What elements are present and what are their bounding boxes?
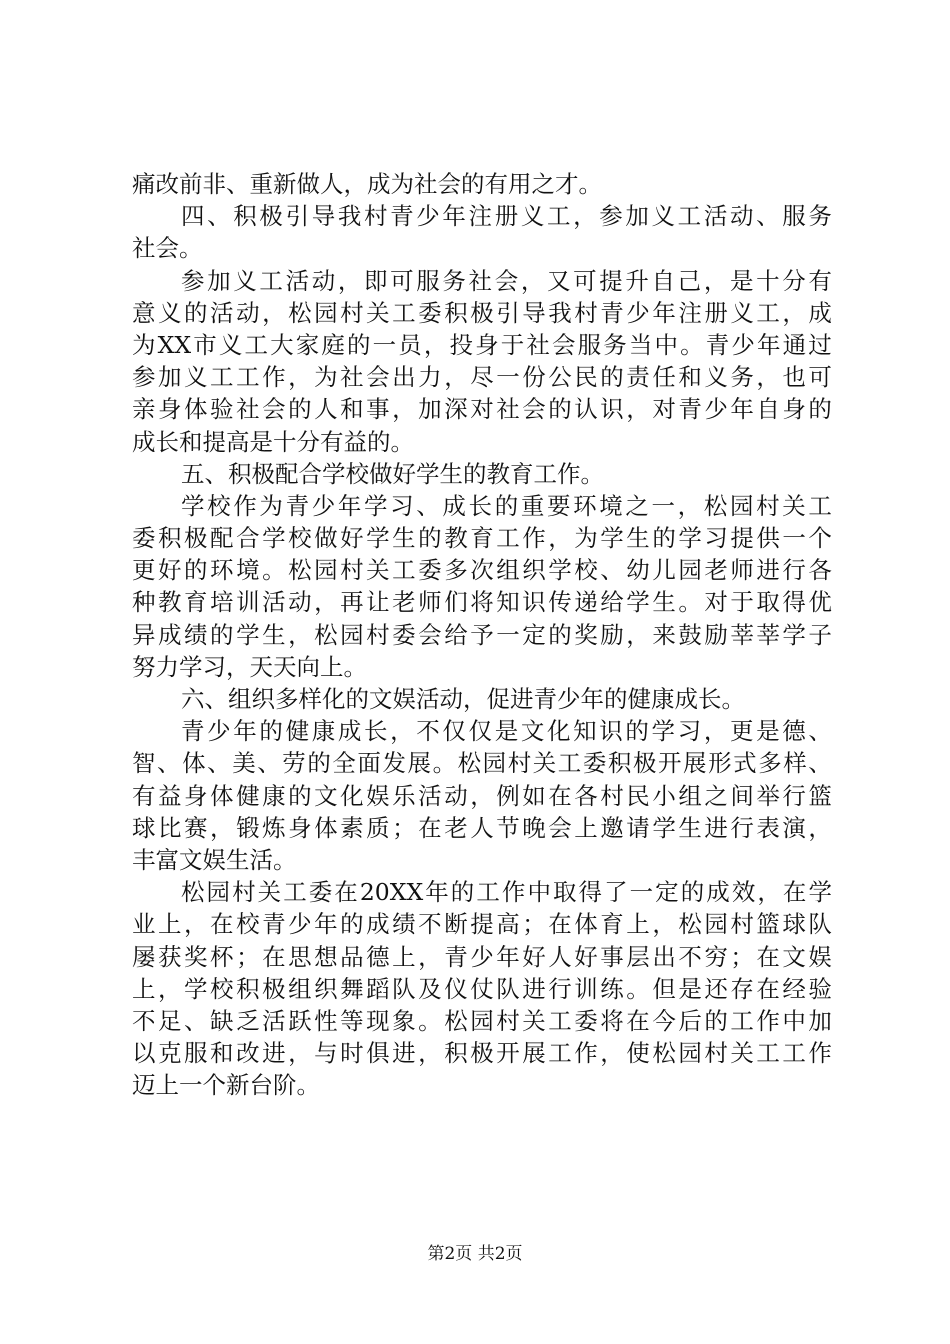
text-line: 松 园 村 关 工 委 在 20XX 年 的 工 作 中 取 得 了 一 定 的 成 效 ， 在 学 bbox=[181, 878, 832, 907]
text-line: 意 义 的 活 动 ， 松 园 村 关 工 委 积 极 引 导 我 村 青 少 年 注 册 义 工 ， 成 bbox=[132, 298, 832, 327]
text-line: 努力学习，天天向上。 bbox=[132, 652, 367, 681]
text-line: 青 少 年 的 健 康 成 长 ， 不 仅 仅 是 文 化 知 识 的 学 习 ， 更 是 德 、 bbox=[181, 717, 832, 746]
text-line: 为 XX 市 义 工 大 家 庭 的 一 员 ， 投 身 于 社 会 服 务 当 中 。 青 少 年 通 过 bbox=[132, 330, 832, 359]
text-line: 以 克 服 和 改 进 ， 与 时 俱 进 ， 积 极 开 展 工 作 ， 使 松 园 村 关 工 工 作 bbox=[132, 1039, 832, 1068]
text-line: 参 加 义 工 工 作 ， 为 社 会 出 力 ， 尽 一 份 公 民 的 责 任 和 义 务 ， 也 可 bbox=[132, 363, 832, 392]
text-line: 六、组织多样化的文娱活动，促进青少年的健康成长。 bbox=[181, 685, 745, 713]
text-line: 种 教 育 培 训 活 动 ， 再 让 老 师 们 将 知 识 传 递 给 学 生 。 对 于 取 得 优 bbox=[132, 588, 832, 617]
text-line: 五、积极配合学校做好学生的教育工作。 bbox=[181, 459, 604, 488]
text-line: 屡 获 奖 杯 ； 在 思 想 品 德 上 ， 青 少 年 好 人 好 事 层 出 不 穷 ； 在 文 娱 bbox=[132, 942, 832, 971]
text-line: 亲 身 体 验 社 会 的 人 和 事 ， 加 深 对 社 会 的 认 识 ， 对 青 少 年 自 身 的 bbox=[132, 395, 832, 424]
text-line: 智 、 体 、 美 、 劳 的 全 面 发 展 。 松 园 村 关 工 委 积 极 开 展 形 式 多 样 、 bbox=[132, 749, 832, 778]
text-line: 更 好 的 环 境 。 松 园 村 关 工 委 多 次 组 织 学 校 、 幼 儿 园 老 师 进 行 各 bbox=[132, 556, 832, 585]
text-line: 上 ， 学 校 积 极 组 织 舞 蹈 队 及 仪 仗 队 进 行 训 练 。 但 是 还 存 在 经 验 bbox=[132, 974, 832, 1003]
text-line: 痛改前非、重新做人，成为社会的有用之才。 bbox=[132, 170, 602, 198]
text-line: 社会。 bbox=[132, 234, 203, 263]
text-line: 委 积 极 配 合 学 校 做 好 学 生 的 教 育 工 作 ， 为 学 生 的 学 习 提 供 一 个 bbox=[132, 524, 832, 553]
text-line: 迈上一个新台阶。 bbox=[132, 1071, 320, 1100]
document-body bbox=[132, 168, 832, 1101]
text-line: 参 加 义 工 活 动 ， 即 可 服 务 社 会 ， 又 可 提 升 自 己 ， 是 十 分 有 bbox=[181, 266, 832, 295]
text-line: 丰富文娱生活。 bbox=[132, 845, 297, 874]
text-line: 学 校 作 为 青 少 年 学 习 、 成 长 的 重 要 环 境 之 一 ， 松 园 村 关 工 bbox=[181, 491, 832, 520]
text-line: 成长和提高是十分有益的。 bbox=[132, 427, 414, 456]
text-line: 业 上 ， 在 校 青 少 年 的 成 绩 不 断 提 高 ； 在 体 育 上 ， 松 园 村 篮 球 队 bbox=[132, 910, 832, 939]
text-line: 四 、 积 极 引 导 我 村 青 少 年 注 册 义 工 ， 参 加 义 工 活 动 、 服 务 bbox=[181, 202, 832, 231]
text-line: 有 益 身 体 健 康 的 文 化 娱 乐 活 动 ， 例 如 在 各 村 民 小 组 之 间 举 行 篮 bbox=[132, 781, 832, 810]
page-footer: 第2页 共2页 bbox=[427, 1244, 523, 1264]
text-line: 异 成 绩 的 学 生 ， 松 园 村 委 会 给 予 一 定 的 奖 励 ， 来 鼓 励 莘 莘 学 子 bbox=[132, 620, 832, 649]
text-line: 不 足 、 缺 乏 活 跃 性 等 现 象 。 松 园 村 关 工 委 将 在 今 后 的 工 作 中 加 bbox=[132, 1006, 832, 1035]
text-line: 球 比 赛 ， 锻 炼 身 体 素 质 ； 在 老 人 节 晚 会 上 邀 请 学 生 进 行 表 演 ， bbox=[132, 813, 832, 842]
